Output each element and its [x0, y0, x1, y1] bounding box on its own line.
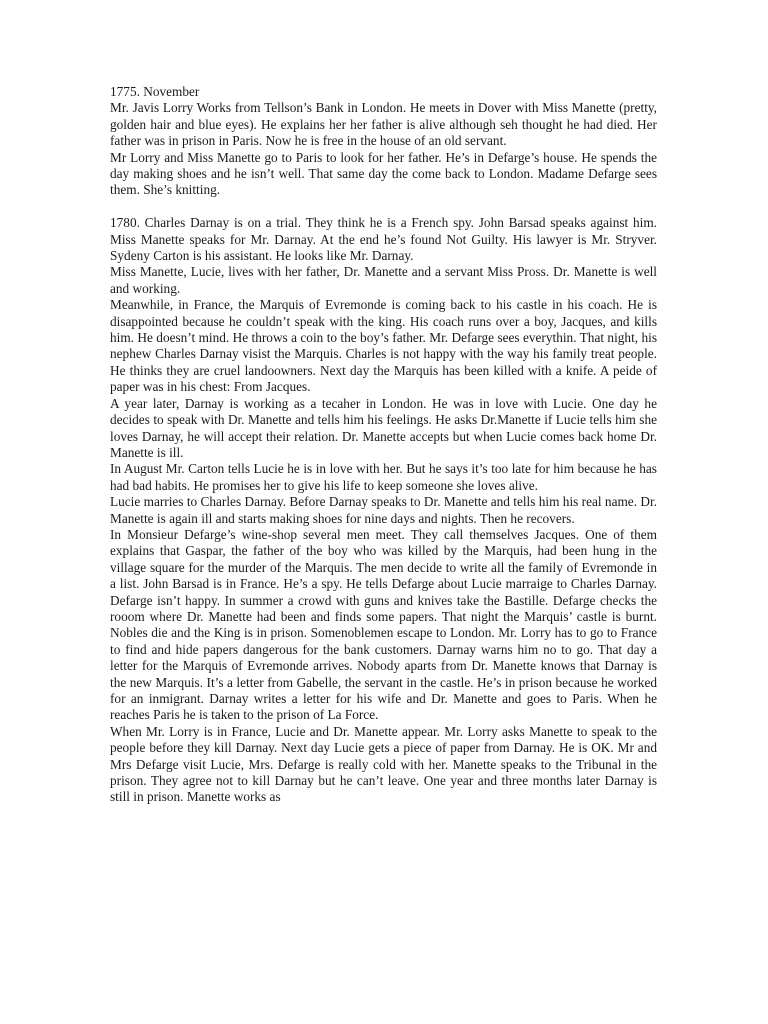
paragraph: Meanwhile, in France, the Marquis of Evremonde is coming back to his castle in his coach. He is disappointed because he couldn’t speak with the king. His coach runs over a boy, Jacques, and kills him. He doesn’t mind. He throws a coin to the boy’s father. Mr. Defarge sees everythin. That night, his nephew Charles Darnay visist the Marquis. Charles is not happy with the way his family treat people. He thinks they are cruel landoowners. Next day the Marquis has been killed with a knife. A peide of paper was in his chest: From Jacques.: [110, 297, 657, 395]
document-page: [110, 84, 657, 806]
paragraph: In Monsieur Defarge’s wine-shop several men meet. They call themselves Jacques. One of them explains that Gaspar, the father of the boy who was killed by the Marquis, had been hung in the village square for the murder of the Marquis. The men decide to write all the family of Evremonde in a list. John Barsad is in France. He’s a spy. He tells Defarge about Lucie marraige to Charles Darnay. Defarge isn’t happy. In summer a crowd with guns and knives take the Bastille. Defarge checks the rooom where Dr. Manette had been and finds some papers. That night the Marquis’ castle is burnt. Nobles die and the King is in prison. Somenoblemen escape to London. Mr. Lorry has to go to France to find and hide papers dangerous for the bank customers. Darnay warns him no to go. That day a letter for the Marquis of Evremonde arrives. Nobody aparts from Dr. Manette knows that Darnay is the new Marquis. It’s a letter from Gabelle, the servant in the castle. He’s in prison because he worked for an inmigrant. Darnay writes a letter for his wife and Dr. Manette and goes to Paris. When he reaches Paris he is taken to the prison of La Force.: [110, 526, 657, 723]
paragraph: Mr. Javis Lorry Works from Tellson’s Bank in London. He meets in Dover with Miss Manette (pretty, golden hair and blue eyes). He explains her her father is alive although seh thought he had died. Her father was in prison in Paris. Now he is free in the house of an old servant.: [110, 100, 657, 149]
paragraph: Mr Lorry and Miss Manette go to Paris to look for her father. He’s in Defarge’s house. He spends the day making shoes and he isn’t well. That same day the come back to London. Madame Defarge sees them. She’s knitting.: [110, 149, 657, 198]
paragraph: A year later, Darnay is working as a tecaher in London. He was in love with Lucie. One day he decides to speak with Dr. Manette and tells him his feelings. He asks Dr.Manette if Lucie tells him she loves Darnay, he will accept their relation. Dr. Manette accepts but when Lucie comes back home Dr. Manette is ill.: [110, 395, 657, 460]
paragraph-gap: [110, 199, 657, 215]
section-date: 1775. November: [110, 84, 200, 99]
paragraph: 1780. Charles Darnay is on a trial. They think he is a French spy. John Barsad speaks against him. Miss Manette speaks for Mr. Darnay. At the end he’s found Not Guilty. His lawyer is Mr. Stryver. Sydeny Carton is his assistant. He looks like Mr. Darnay.: [110, 215, 657, 264]
paragraph: When Mr. Lorry is in France, Lucie and Dr. Manette appear. Mr. Lorry asks Manette to speak to the people before they kill Darnay. Next day Lucie gets a piece of paper from Darnay. He is OK. Mr and Mrs Defarge visit Lucie, Mrs. Defarge is really cold with her. Manette speaks to the Tribunal in the prison. They agree not to kill Darnay but he can’t leave. One year and three months later Darnay is still in prison. Manette works as: [110, 723, 657, 805]
paragraph: Miss Manette, Lucie, lives with her father, Dr. Manette and a servant Miss Pross. Dr. Manette is well and working.: [110, 264, 657, 296]
paragraph: Lucie marries to Charles Darnay. Before Darnay speaks to Dr. Manette and tells him his real name. Dr. Manette is again ill and starts making shoes for nine days and nights. Then he recovers.: [110, 494, 657, 526]
paragraph: In August Mr. Carton tells Lucie he is in love with her. But he says it’s too late for him because he has had bad habits. He promises her to give his life to keep someone she loves alive.: [110, 461, 657, 493]
